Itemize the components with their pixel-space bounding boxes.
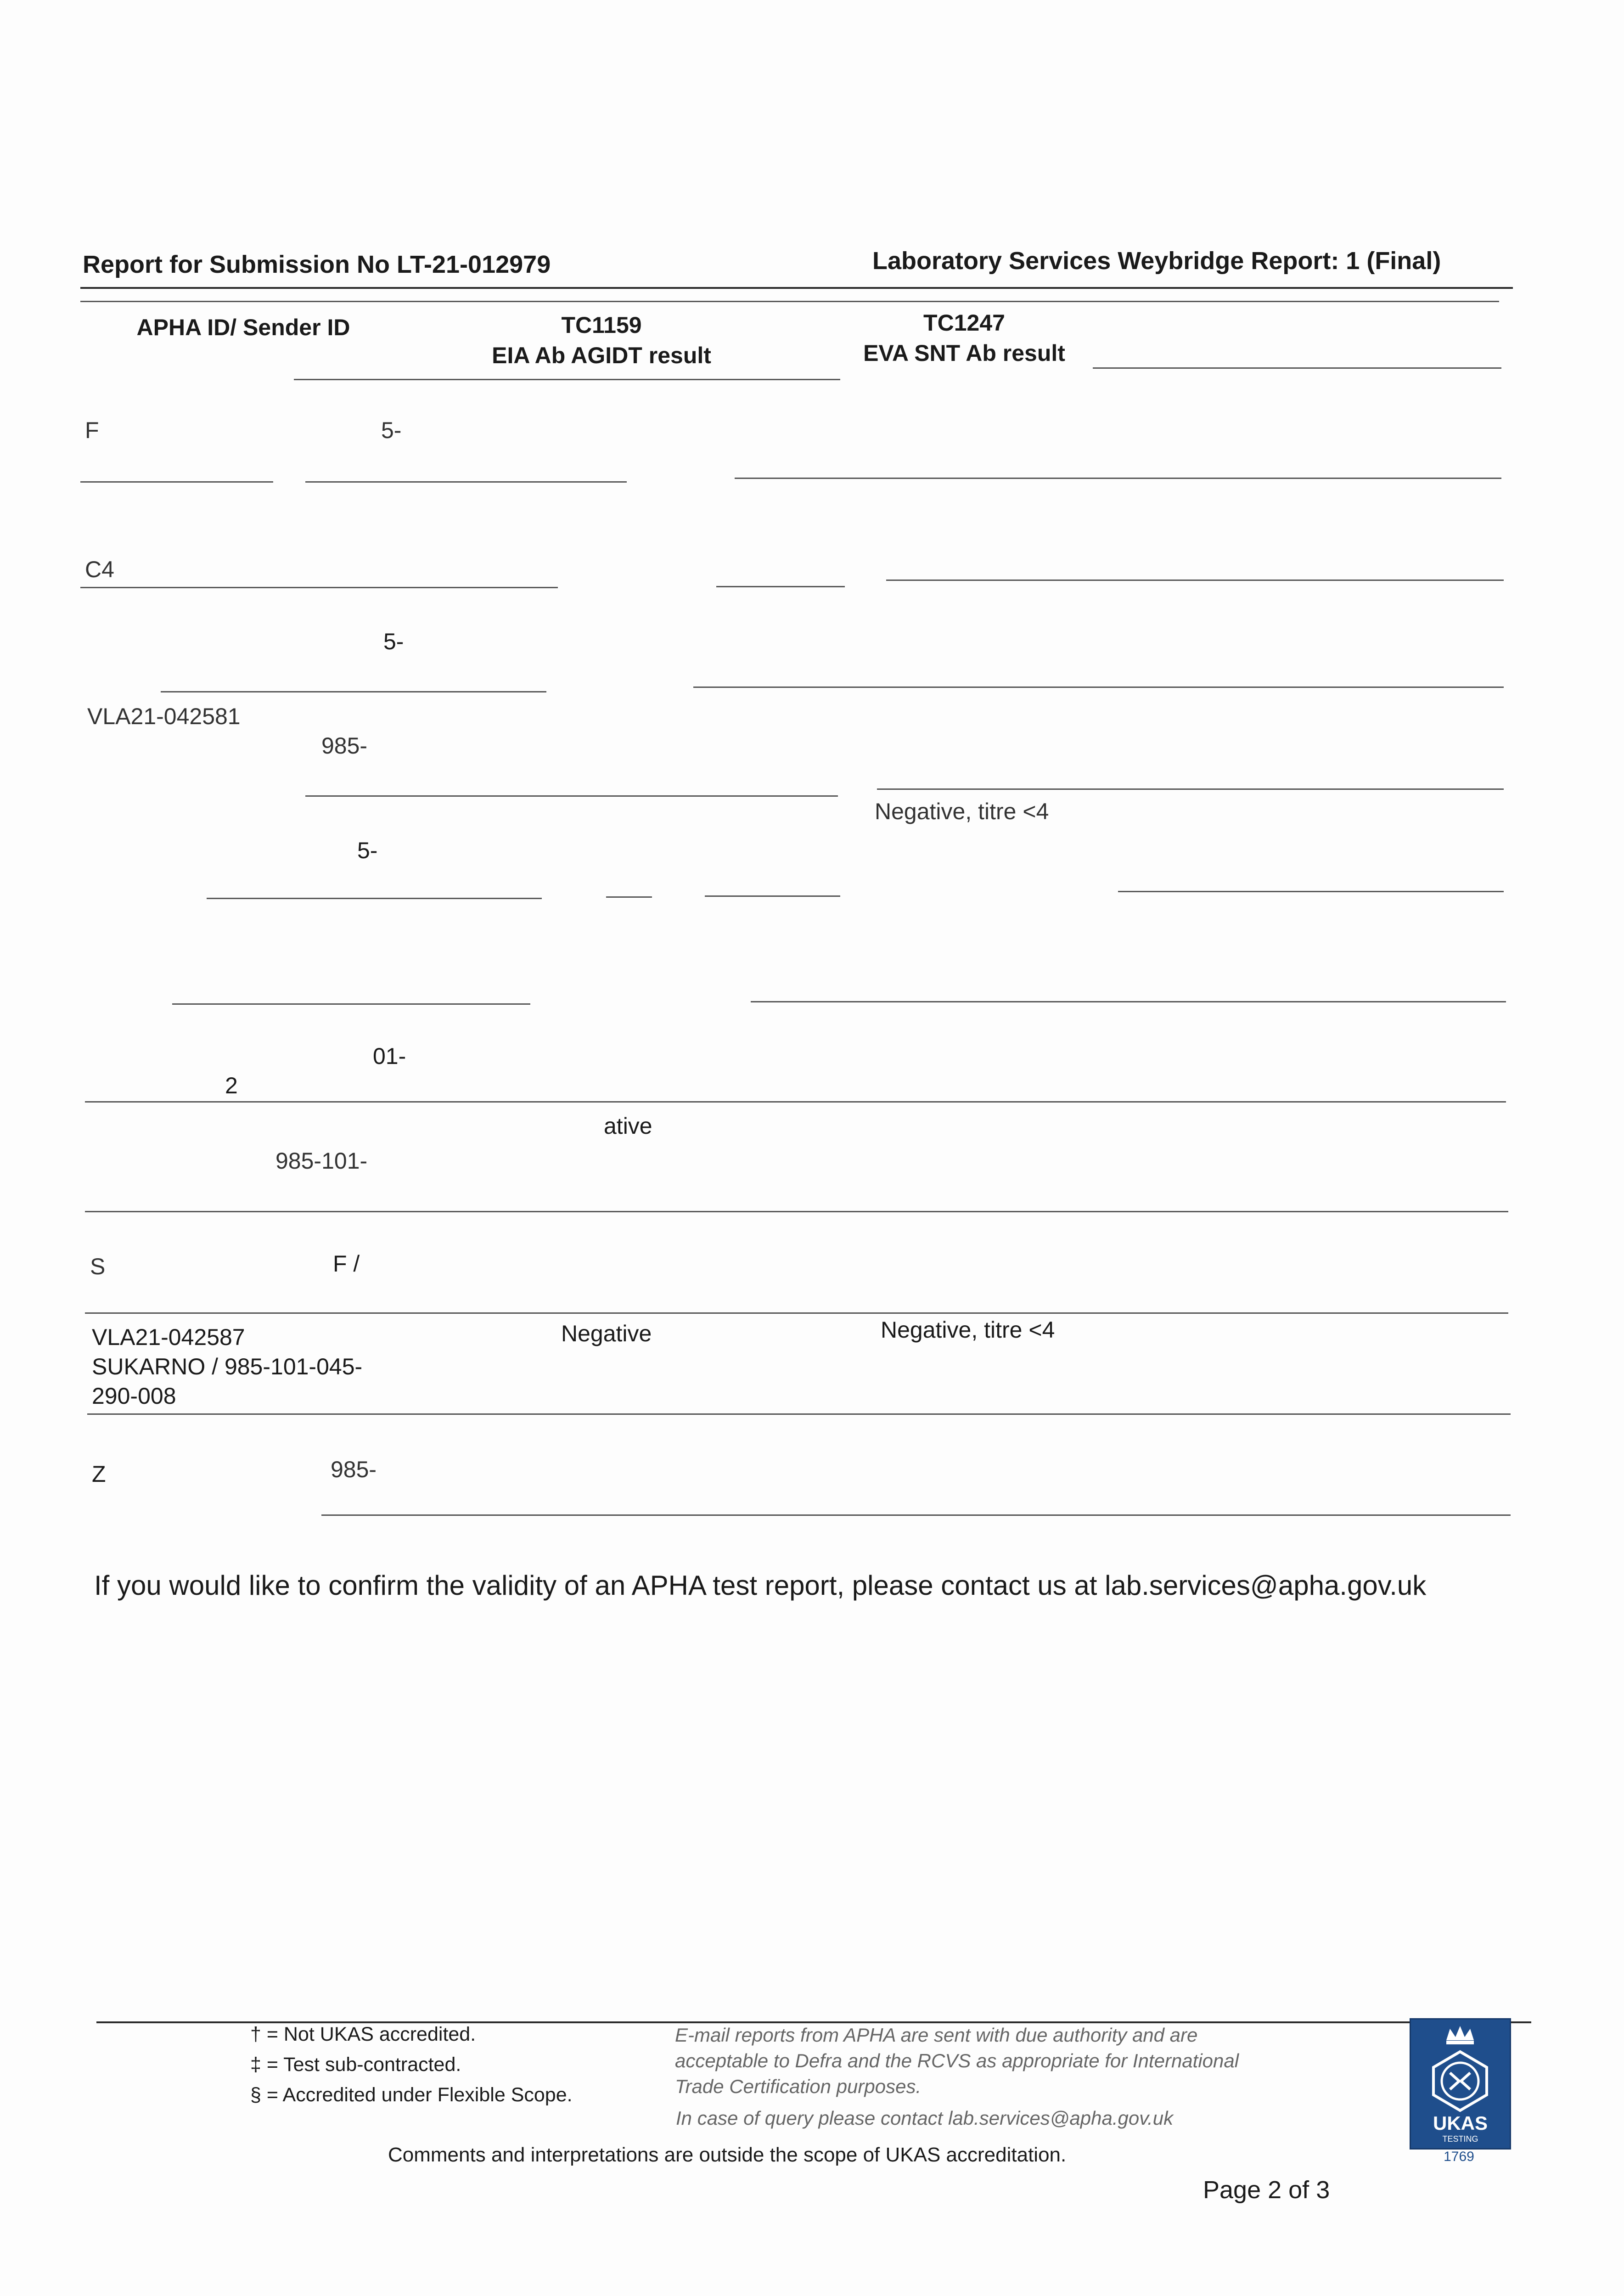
query-contact-note: In case of query please contact lab.services@apha.gov.uk xyxy=(676,2107,1174,2129)
row-separator xyxy=(172,1003,530,1005)
sample-id-line: F xyxy=(85,417,99,443)
col-header-underline xyxy=(294,379,840,380)
sample-id-tail: 5- xyxy=(383,629,404,654)
validity-note: If you would like to confirm the validity of an APHA test report, please contact us at lab.services@apha.gov.uk xyxy=(94,1570,1427,1601)
eia-result: ative xyxy=(604,1113,652,1139)
row-separator xyxy=(305,481,627,483)
col-header-id: APHA ID/ Sender ID xyxy=(136,315,350,340)
col-header-underline-2 xyxy=(1093,367,1501,369)
email-note-line: acceptable to Defra and the RCVS as appropriate for International xyxy=(675,2050,1239,2071)
accreditation-legend xyxy=(250,2019,573,2110)
ukas-logo-word: UKAS xyxy=(1433,2112,1488,2134)
eia-result: Negative xyxy=(561,1321,652,1346)
row-separator xyxy=(161,691,546,692)
col-header-eva-code: TC1247 xyxy=(923,310,1005,336)
ukas-logo-sub: TESTING xyxy=(1442,2134,1478,2144)
eva-result: Negative, titre <4 xyxy=(881,1317,1055,1343)
ukas-number: 1769 xyxy=(1444,2149,1474,2164)
sample-id-tail: 01- xyxy=(373,1043,406,1069)
row-separator xyxy=(80,481,273,483)
row-separator xyxy=(886,580,1504,581)
row-separator xyxy=(877,788,1504,790)
eva-result: Negative, titre <4 xyxy=(875,799,1049,824)
row-separator xyxy=(207,898,542,899)
sample-id-line: S xyxy=(90,1254,106,1279)
sample-id-line: 290-008 xyxy=(92,1383,176,1409)
sample-id-tail: 5- xyxy=(381,417,402,443)
legend-not-ukas: † = Not UKAS accredited. xyxy=(250,2023,476,2045)
row-separator xyxy=(85,1101,1506,1103)
col-header-eia-name: EIA Ab AGIDT result xyxy=(492,343,711,368)
sample-id-line: 2 xyxy=(225,1073,238,1098)
sample-id-line: VLA21-042587 xyxy=(92,1324,245,1350)
sample-id-line: VLA21-042581 xyxy=(87,703,241,729)
header-rule xyxy=(80,287,1513,289)
row-separator xyxy=(1118,891,1504,892)
row-separator xyxy=(751,1001,1506,1002)
sample-id-line: SUKARNO / 985-101-045- xyxy=(92,1354,363,1379)
ukas-logo xyxy=(1410,2018,1511,2150)
row-separator xyxy=(716,586,845,587)
crown-icon xyxy=(1411,2020,1510,2116)
email-note-line: E-mail reports from APHA are sent with due authority and are xyxy=(675,2024,1198,2046)
submission-title: Report for Submission No LT-21-012979 xyxy=(83,251,551,278)
row-separator xyxy=(321,1514,1511,1516)
header-rule-2 xyxy=(80,301,1499,302)
sample-id-tail: F / xyxy=(333,1251,360,1277)
sample-id-line: C4 xyxy=(85,557,114,582)
page-number: Page 2 of 3 xyxy=(1203,2176,1330,2204)
col-header-eva xyxy=(817,308,1111,368)
row-separator xyxy=(80,587,558,588)
legend-flexible-scope: § = Accredited under Flexible Scope. xyxy=(250,2084,573,2106)
row-separator xyxy=(305,795,838,797)
row-separator xyxy=(693,687,1504,688)
col-header-eia xyxy=(459,310,744,371)
row-separator xyxy=(85,1312,1508,1314)
sample-id-tail: 985- xyxy=(331,1457,377,1482)
sample-id-tail: 985-101- xyxy=(275,1148,368,1174)
email-authority-note xyxy=(675,2022,1239,2099)
row-separator xyxy=(705,895,840,897)
col-header-eia-code: TC1159 xyxy=(561,312,642,338)
row-separator xyxy=(85,1211,1508,1212)
sample-id-tail: 985- xyxy=(321,733,368,759)
ukas-scope-note: Comments and interpretations are outside the scope of UKAS accreditation. xyxy=(388,2144,1067,2166)
sample-id-tail: 5- xyxy=(357,838,378,863)
legend-subcontracted: ‡ = Test sub-contracted. xyxy=(250,2054,461,2076)
row-separator xyxy=(606,896,652,898)
lab-report-title: Laboratory Services Weybridge Report: 1 (Final) xyxy=(872,247,1441,275)
email-note-line: Trade Certification purposes. xyxy=(675,2076,922,2097)
row-separator xyxy=(87,1413,1511,1415)
col-header-eva-name: EVA SNT Ab result xyxy=(863,340,1065,366)
sample-id-line: Z xyxy=(92,1461,106,1487)
row-separator xyxy=(735,478,1501,479)
